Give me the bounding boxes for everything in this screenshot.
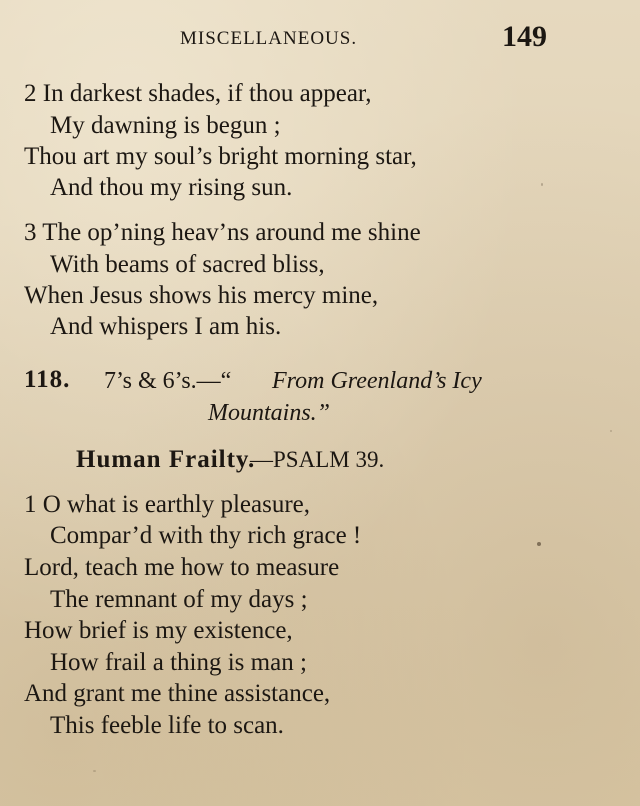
verse-line: The remnant of my days ; [50,586,308,613]
ink-speck [93,770,96,772]
verse-line: Compar’d with thy rich grace ! [50,522,362,549]
hymn-meter: 7’s & 6’s.—“ [104,368,232,394]
hymn-number: 118. [24,366,71,393]
verse-line: This feeble life to scan. [50,712,284,739]
tune-name: From Greenland’s Icy [272,368,482,394]
verse-line: And whispers I am his. [50,313,282,340]
verse-line: And thou my rising sun. [50,174,293,201]
ink-speck [537,542,541,546]
tune-name-continued: Mountains.” [208,400,331,426]
ink-speck [541,183,543,186]
page-number: 149 [502,20,547,53]
running-title: MISCELLANEOUS. [180,28,358,49]
verse-line: Lord, teach me how to measure [24,554,340,581]
ink-speck [610,430,612,432]
verse-line: How frail a thing is man ; [50,649,307,676]
hymn-subject: Human Frailty. [76,446,256,473]
verse-line: 2 In darkest shades, if thou appear, [24,80,372,107]
verse-line: And grant me thine assistance, [24,680,331,707]
verse-line: When Jesus shows his mercy mine, [24,282,379,309]
verse-line: 3 The op’ning heav’ns around me shine [24,219,421,246]
verse-line: Thou art my soul’s bright morning star, [24,143,417,170]
verse-line: 1 O what is earthly pleasure, [24,491,311,518]
verse-line: How brief is my existence, [24,617,293,644]
scripture-reference: —PSALM 39. [250,447,385,472]
verse-line: With beams of sacred bliss, [50,251,325,278]
verse-line: My dawning is begun ; [50,112,281,139]
